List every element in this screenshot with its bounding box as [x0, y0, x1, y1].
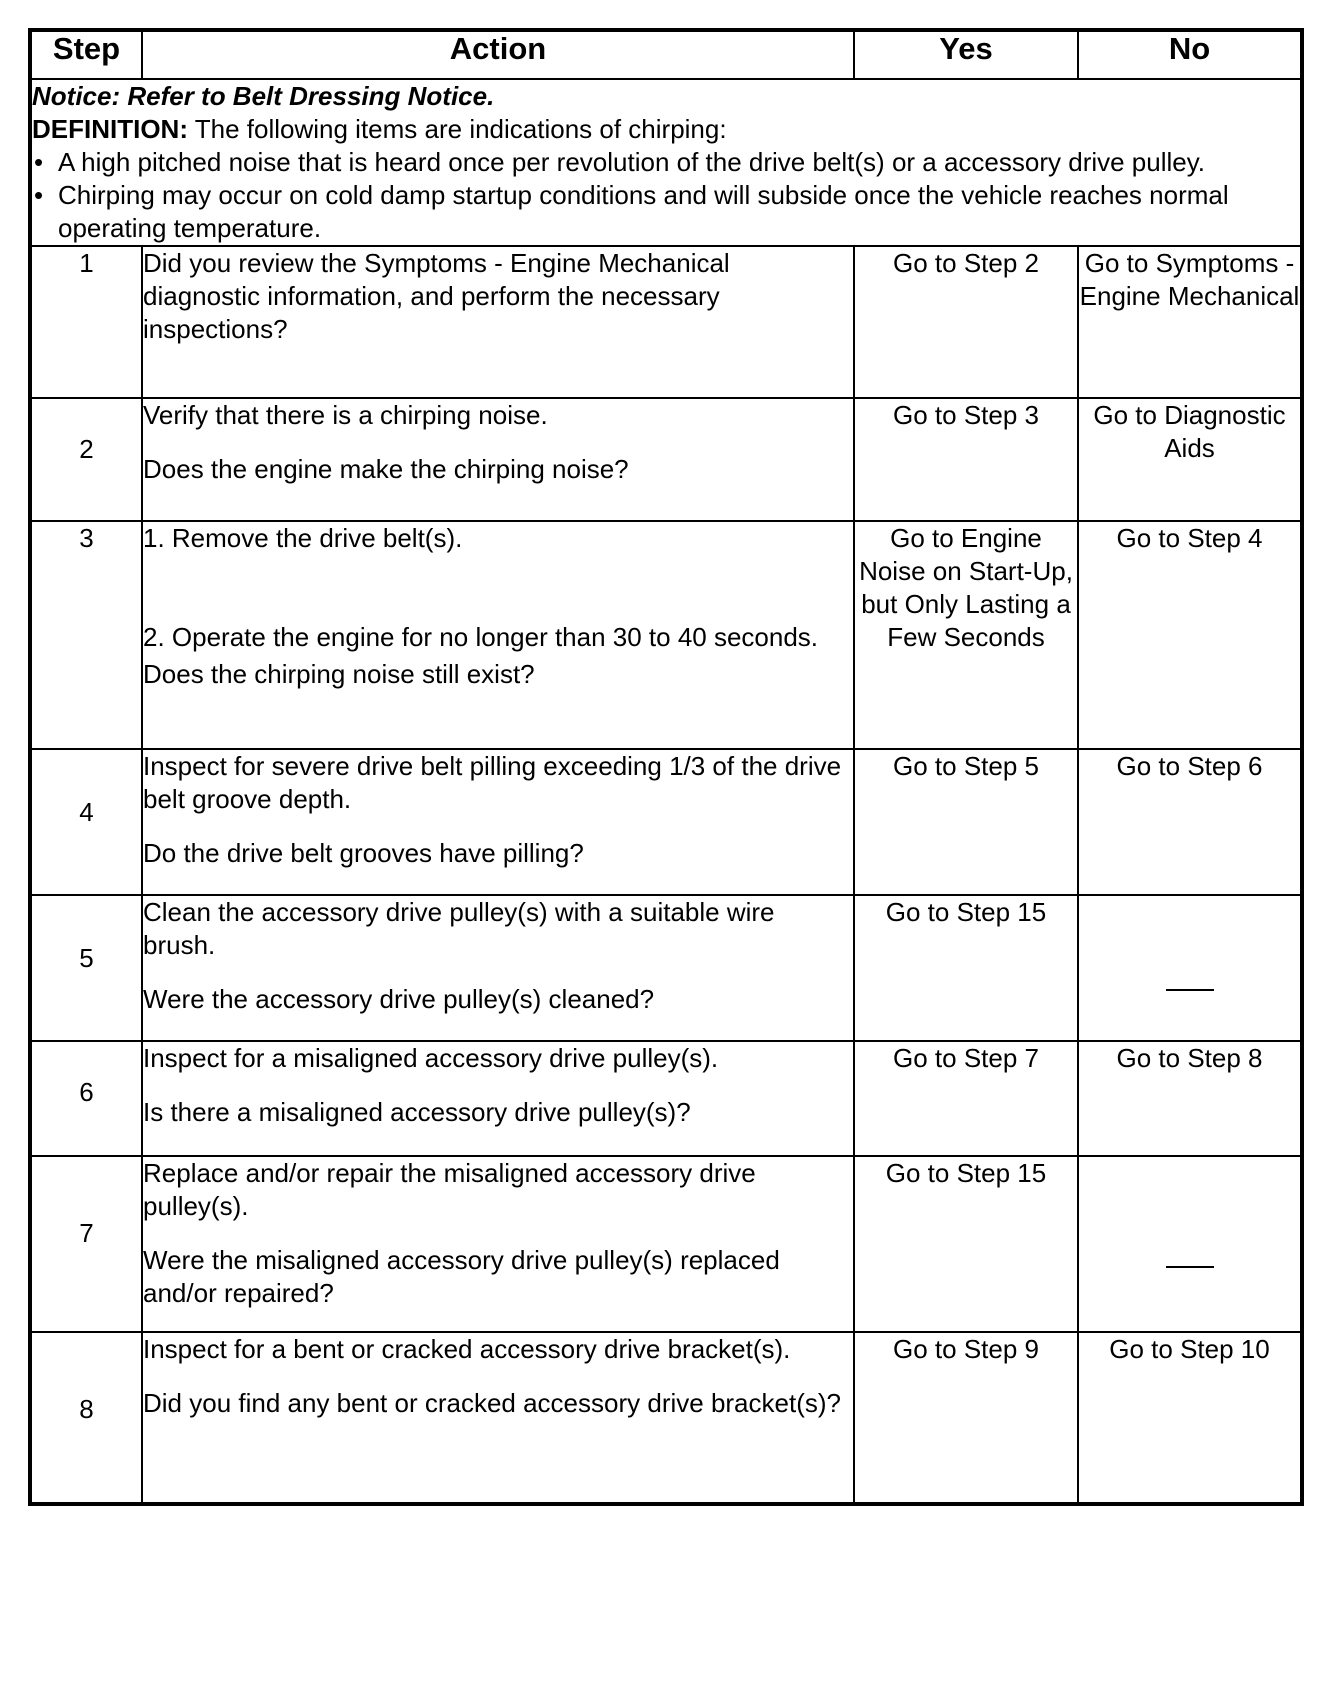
no-result: Go to Step 8	[1078, 1041, 1302, 1156]
step-number: 5	[30, 895, 142, 1041]
step-row-1	[30, 246, 1302, 398]
action-text: Inspect for severe drive belt pilling exceeding 1/3 of the drive belt groove depth.	[143, 751, 842, 814]
yes-result: Go to Step 5	[854, 749, 1078, 895]
definition-list	[32, 146, 1300, 245]
yes-result: Go to Step 2	[854, 246, 1078, 398]
step-number: 1	[30, 246, 142, 398]
notice-row	[30, 79, 1302, 246]
header-no: No	[1078, 30, 1302, 79]
definition-line	[32, 113, 1300, 146]
step-row-7	[30, 1156, 1302, 1332]
no-result: Go to Step 6	[1078, 749, 1302, 895]
action-question: Were the misaligned accessory drive pulley(s) replaced and/or repaired?	[143, 1245, 780, 1308]
header-step: Step	[30, 30, 142, 79]
step-number: 4	[30, 749, 142, 895]
action-cell	[142, 1156, 854, 1332]
action-cell	[142, 749, 854, 895]
notice-title: Notice: Refer to Belt Dressing Notice.	[32, 81, 495, 111]
step-number: 3	[30, 521, 142, 749]
action-question: Does the engine make the chirping noise?	[143, 454, 629, 484]
action-cell	[142, 246, 854, 398]
action-text: Inspect for a misaligned accessory drive pulley(s).	[143, 1043, 719, 1073]
notice-cell	[30, 79, 1302, 246]
action-text: Did you review the Symptoms - Engine Mechanical diagnostic information, and perform the necessary inspections?	[143, 248, 730, 344]
no-result: Go to Step 4	[1078, 521, 1302, 749]
yes-result: Go to Step 3	[854, 398, 1078, 521]
action-text: 1. Remove the drive belt(s).	[143, 523, 463, 553]
no-result: Go to Step 10	[1078, 1332, 1302, 1504]
action-text: Inspect for a bent or cracked accessory drive bracket(s).	[143, 1334, 791, 1364]
yes-result: Go to Engine Noise on Start-Up, but Only Lasting a Few Seconds	[854, 521, 1078, 749]
action-cell	[142, 1332, 854, 1504]
no-result: Go to Diagnostic Aids	[1078, 398, 1302, 521]
step-number: 6	[30, 1041, 142, 1156]
action-question: Does the chirping noise still exist?	[143, 659, 535, 689]
no-result-dash	[1078, 895, 1302, 1041]
step-row-3	[30, 521, 1302, 749]
action-question: Is there a misaligned accessory drive pulley(s)?	[143, 1097, 691, 1127]
action-text: Verify that there is a chirping noise.	[143, 400, 548, 430]
definition-text: The following items are indications of chirping:	[188, 114, 727, 144]
action-question: Did you find any bent or cracked accessory drive bracket(s)?	[143, 1388, 841, 1418]
yes-result: Go to Step 15	[854, 895, 1078, 1041]
action-text: Clean the accessory drive pulley(s) with a suitable wire brush.	[143, 897, 775, 960]
diagnostic-table	[28, 28, 1304, 1506]
header-row	[30, 30, 1302, 79]
action-text: 2. Operate the engine for no longer than 30 to 40 seconds.	[143, 622, 819, 652]
action-question: Do the drive belt grooves have pilling?	[143, 838, 584, 868]
no-result-none	[1166, 989, 1214, 991]
step-number: 2	[30, 398, 142, 521]
step-row-5	[30, 895, 1302, 1041]
header-action: Action	[142, 30, 854, 79]
no-result: Go to Symptoms - Engine Mechanical	[1078, 246, 1302, 398]
step-row-4	[30, 749, 1302, 895]
action-text: Replace and/or repair the misaligned accessory drive pulley(s).	[143, 1158, 756, 1221]
action-cell	[142, 895, 854, 1041]
step-row-2	[30, 398, 1302, 521]
yes-result: Go to Step 9	[854, 1332, 1078, 1504]
action-cell	[142, 398, 854, 521]
no-result-dash	[1078, 1156, 1302, 1332]
header-yes: Yes	[854, 30, 1078, 79]
yes-result: Go to Step 7	[854, 1041, 1078, 1156]
step-row-6	[30, 1041, 1302, 1156]
definition-label: DEFINITION:	[32, 114, 188, 144]
action-cell	[142, 521, 854, 749]
action-question: Were the accessory drive pulley(s) cleaned?	[143, 984, 655, 1014]
yes-result: Go to Step 15	[854, 1156, 1078, 1332]
step-row-8	[30, 1332, 1302, 1504]
step-number: 8	[30, 1332, 142, 1504]
action-cell	[142, 1041, 854, 1156]
definition-bullet: • Chirping may occur on cold damp startup conditions and will subside once the vehicle reaches normal operating temperature.	[32, 179, 1300, 245]
step-number: 7	[30, 1156, 142, 1332]
no-result-none	[1166, 1266, 1214, 1268]
definition-bullet: • A high pitched noise that is heard once per revolution of the drive belt(s) or a accessory drive pulley.	[32, 146, 1300, 179]
